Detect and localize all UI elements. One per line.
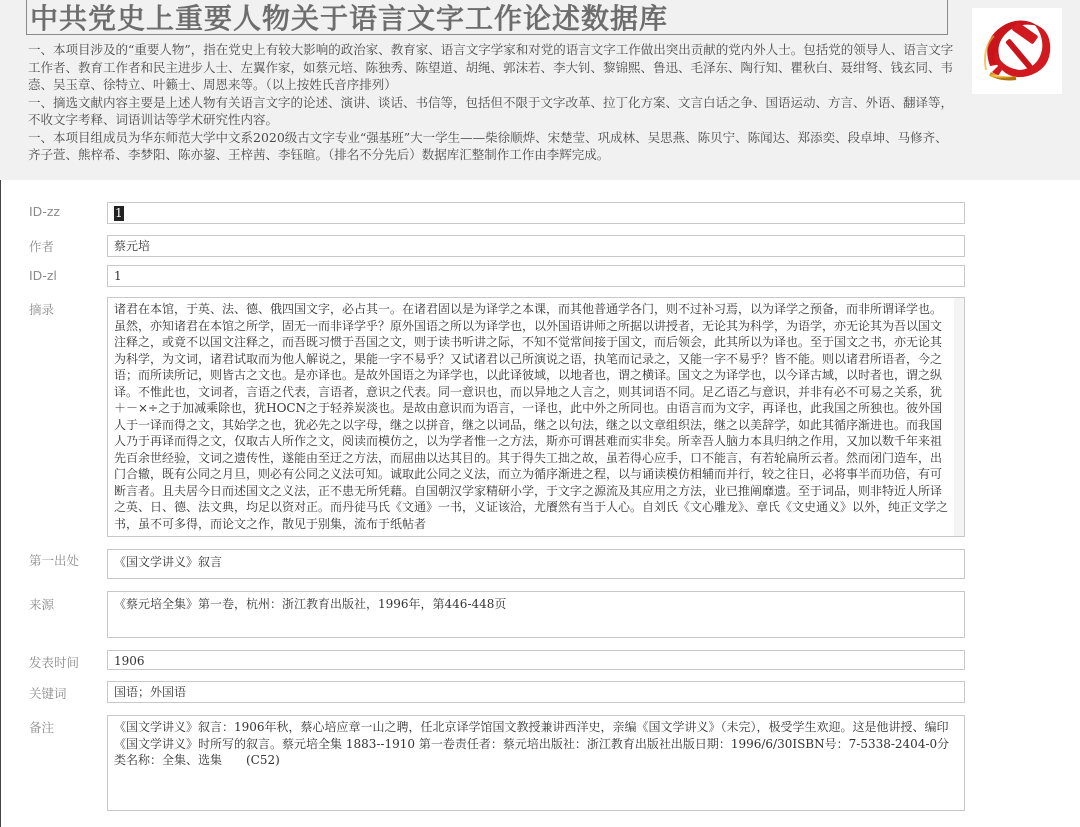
note-textarea[interactable]: 《国文学讲义》叙言：1906年秋，蔡心培应章一山之聘，任北京译学馆国文教授兼讲西洋史，亲编《国文学讲义》（未完），极受学生欢迎。这是他讲授、编印《国文学讲义》时所写的叙言。蔡元培全集 1883--1910 第一卷责任者：蔡元培出版社：浙江教育出版社出版日期：1996/6/30ISBN号：7-5338-2404-0分类名称：全集、选集 (C52)	[107, 715, 965, 811]
id-zl-label: ID-zl	[29, 268, 57, 283]
excerpt-textarea[interactable]	[107, 297, 965, 537]
source-field[interactable]: 《蔡元培全集》第一卷，杭州：浙江教育出版社，1996年，第446-448页	[107, 591, 965, 638]
author-field[interactable]: 蔡元培	[107, 235, 965, 257]
first-source-label: 第一出处	[29, 553, 80, 568]
date-field[interactable]: 1906	[107, 650, 965, 670]
party-emblem-logo	[972, 8, 1062, 94]
project-introduction	[28, 41, 960, 164]
record-form	[0, 180, 1080, 827]
first-source-field[interactable]: 《国文学讲义》叙言	[107, 549, 965, 579]
id-zz-value: 1	[115, 206, 123, 220]
date-label: 发表时间	[29, 655, 80, 670]
page-header	[0, 0, 1080, 180]
excerpt-label: 摘录	[29, 302, 55, 317]
keywords-field[interactable]: 国语；外国语	[107, 681, 965, 703]
source-label: 来源	[29, 597, 55, 612]
intro-paragraph-members: 一、本项目组成员为华东师范大学中文系2020级古文字专业“强基班”大一学生——柴徐顺烨、宋楚莹、巩成林、吴思燕、陈贝宁、陈闻达、郑添奕、段卓坤、马修齐、齐子萱、熊梓希、李梦阳、陈亦鋆、王梓茜、李钰暄。（排名不分先后）数据库汇整制作工作由李辉完成。	[28, 129, 948, 162]
note-label: 备注	[29, 720, 55, 735]
page-title: 中共党史上重要人物关于语言文字工作论述数据库	[30, 2, 669, 35]
intro-paragraph-people: 一、本项目涉及的“重要人物”，指在党史上有较大影响的政治家、教育家、语言文字学家和对党的语言文字工作做出突出贡献的党内外人士。包括党的领导人、语言文字工作者、教育工作者和民主进步人士、左翼作家，如蔡元培、陈独秀、陈望道、胡绳、郭沫若、李大钊、黎锦熙、鲁迅、毛泽东、陶行知、瞿秋白、聂绀弩、钱玄同、韦悫、吴玉章、徐特立、叶籁士、周恩来等。（以上按姓氏音序排列）	[28, 42, 954, 92]
hammer-sickle-icon	[972, 8, 1062, 94]
excerpt-scrollbar[interactable]	[954, 298, 964, 536]
id-zz-field[interactable]	[107, 202, 965, 224]
author-label: 作者	[29, 239, 55, 254]
id-zl-field[interactable]: 1	[107, 265, 965, 287]
id-zz-label: ID-zz	[29, 204, 60, 219]
excerpt-text: 诸君在本馆，于英、法、德、俄四国文字，必占其一。在诸君固以是为译学之本课，而其他普通学各门，则不过补习焉，以为译学之预备，而非所谓译学也。虽然，亦知诸君在本馆之所学，固无一而非译学乎？原外国语之所以为译学也，以外国语讲师之所据以讲授者，无论其为科学，为语学，亦无论其为吾以国文注释之，或竟不以国文注释之，而吾既习惯于吾国之文，则于读书听讲之际，不知不觉常间接于国文，而后领会，此其所以为译也。至于国文之书，亦无论其为科学，为文词，诸君试取而为他人解说之，果能一字不易乎？又试诸君以己所演说之语，执笔而记录之，又能一字不易乎？皆不能。则以诸君所语者，今之语；而所读所记，则皆古之文也。是亦译也。是故外国语之为译学也，以此译彼域，以地者也，谓之横译。国文之为译学也，以今译古域，以时者也，谓之纵译。不惟此也，文词者，言语之代表，言语者，意识之代表。同一意识也，而以异地之人言之，则其词语不同。足乙语乙与意识，并非有必不可易之关系，犹＋－×÷之于加减乘除也，犹HOCN之于轻养炭淡也。是故由意识而为语言，一译也，此中外之所同也。由语言而为文字，再译也，此我国之所独也。彼外国人于一译而得之文，其始学之也，犹必先之以字母，继之以拼音，继之以词品，继之以句法，继之以文章组织法，继之以美辞学，如此其循序渐进也。而我国人乃于再译而得之文，仅取古人所作之文，阅读而模仿之，以为学者惟一之方法，斯亦可谓甚难而实非矣。所幸吾人脑力本具归纳之作用，又加以数千年来祖先百余世经验，文词之遗传性，遂能由至迂之方法，而屈曲以达其目的。其于得失工拙之故，虽若得心应手，口不能言，有若轮扁所云者。然而闭门造车，出门合辙，既有公同之月旦，则必有公同之义法可知。诚取此公同之义法，而立为循序渐进之程，以与诵读模仿相辅而并行，较之往日，必将事半而功倍，有可断言者。且夫居今日而述国文之义法，正不患无所凭藉。自国朝汉学家精研小学，于文字之源流及其应用之方法，业已推阐靡遗。至于词品，则非特近人所译之英、日、德、法文典，均足以资对正。而丹徒马氏《文通》一书，义证该洽，尤餍然有当于人心。自刘氏《文心雕龙》、章氏《文史通义》以外，纯正文学之书，虽不可多得，而论文之作，散见于别集，流布于纸帖者	[114, 302, 949, 531]
keywords-label: 关键词	[29, 686, 67, 701]
intro-paragraph-scope: 一、摘选文献内容主要是上述人物有关语言文字的论述、演讲、谈话、书信等，包括但不限于文字改革、拉丁化方案、文言白话之争、国语运动、方言、外语、翻译等，不收文字考释、词语训诂等学术研究性内容。	[28, 94, 954, 127]
